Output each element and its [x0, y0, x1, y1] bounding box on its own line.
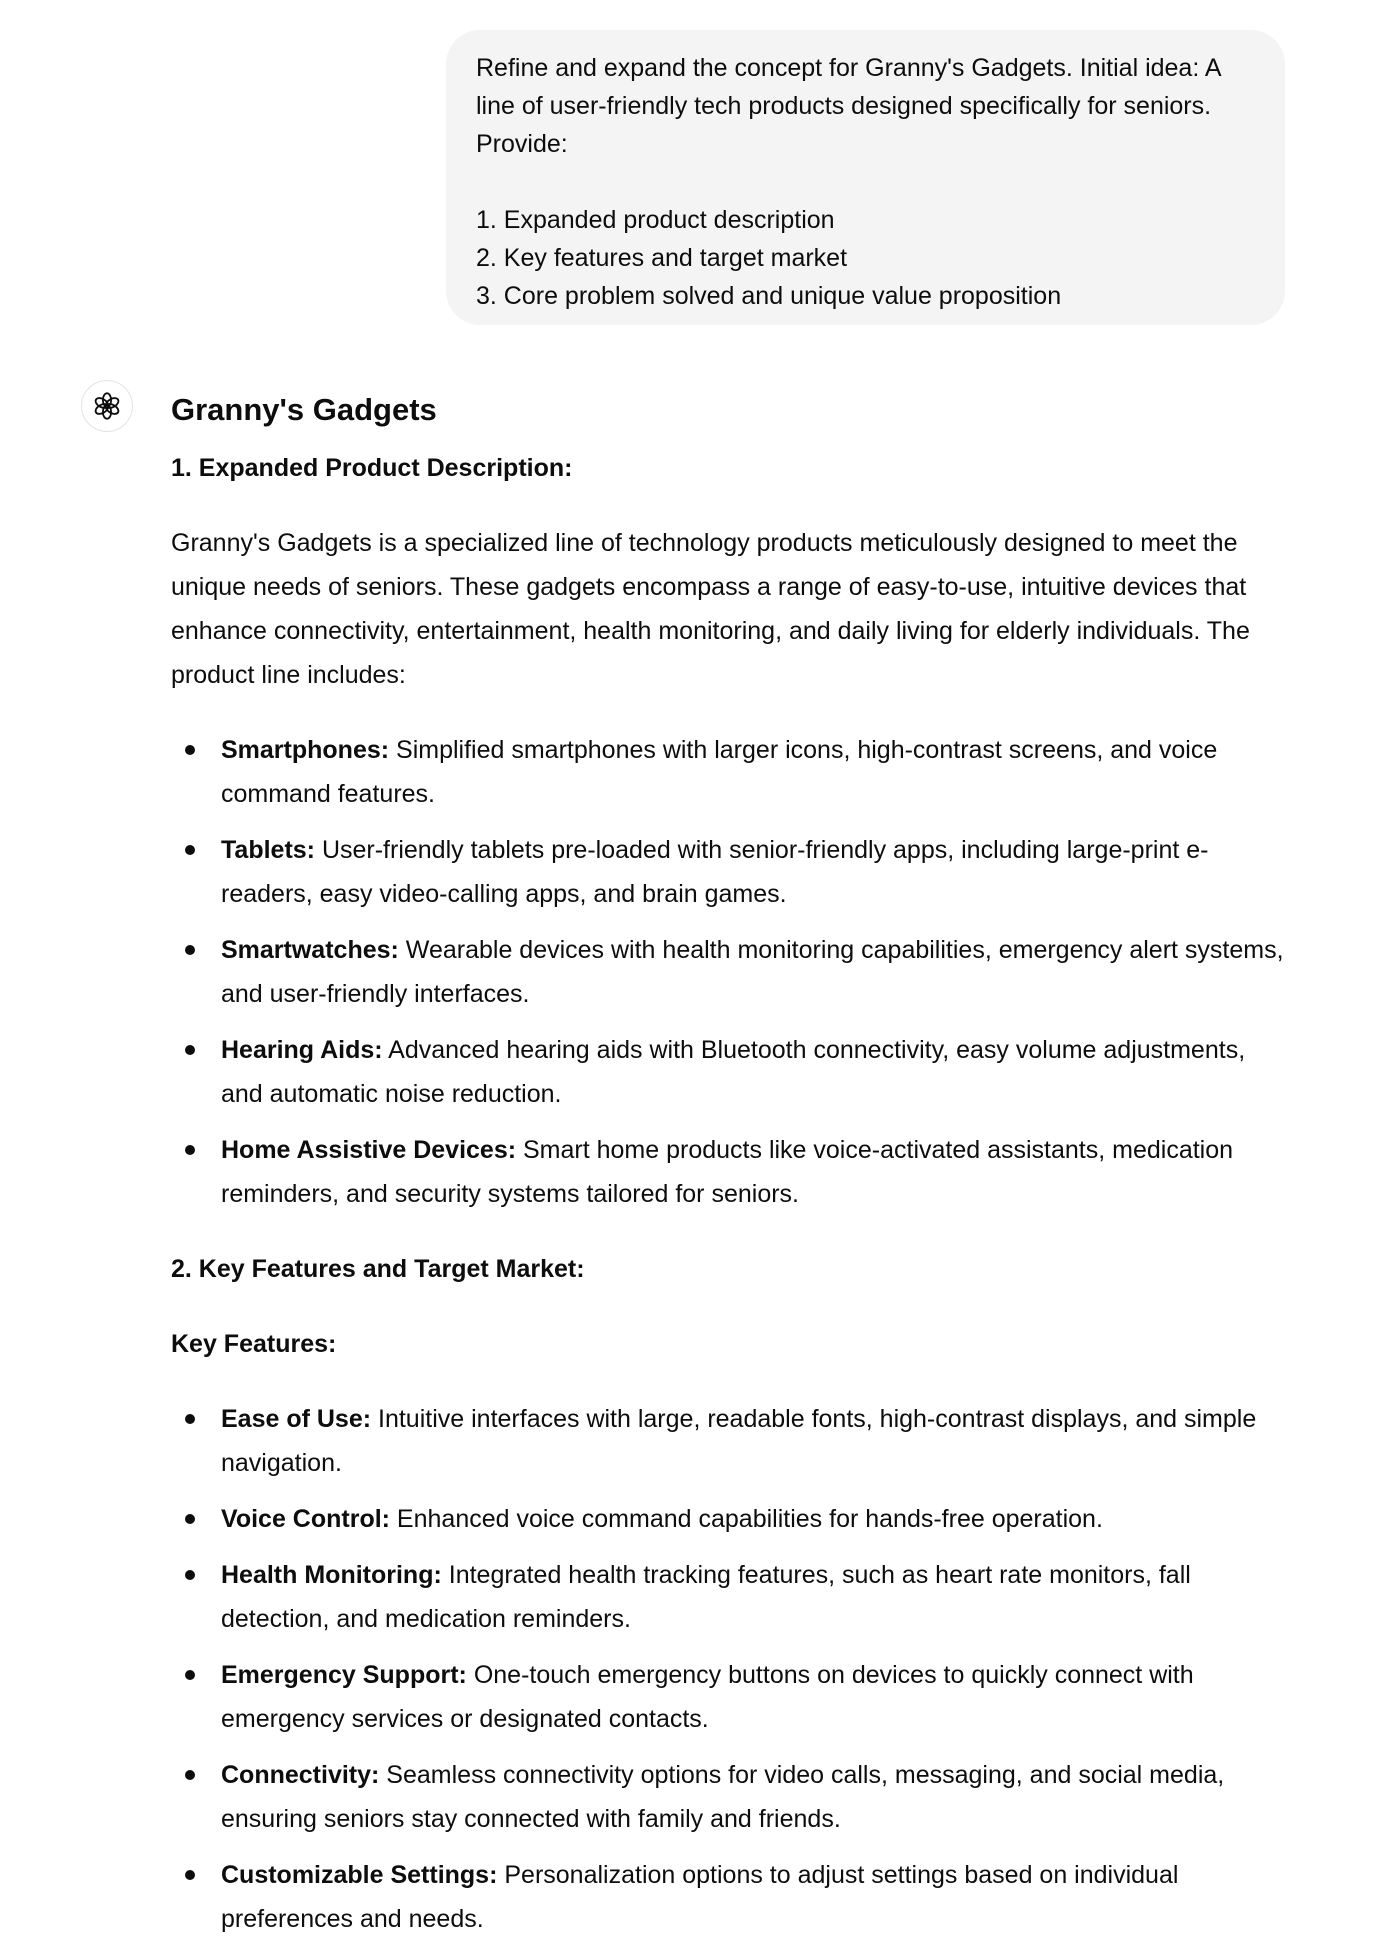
list-item: [171, 1128, 1289, 1216]
assistant-avatar: [81, 380, 133, 432]
product-list: [171, 728, 1289, 1216]
user-message-spacer: [476, 163, 1255, 201]
feature-list: [171, 1397, 1289, 1941]
item-text: User-friendly tablets pre-loaded with senior-friendly apps, including large-print e-readers, easy video-calling apps, and brain games.: [221, 836, 1209, 908]
item-term: Ease of Use:: [221, 1405, 372, 1433]
bullet-icon: [185, 1870, 195, 1880]
item-term: Connectivity:: [221, 1761, 380, 1789]
user-message-bubble: [446, 30, 1285, 325]
item-text: Seamless connectivity options for video calls, messaging, and social media, ensuring seniors stay connected with family and friends.: [221, 1761, 1225, 1833]
list-item: [171, 1853, 1289, 1941]
list-item: [171, 1753, 1289, 1841]
item-term: Health Monitoring:: [221, 1561, 442, 1589]
item-term: Smartwatches:: [221, 936, 399, 964]
bullet-icon: [185, 745, 195, 755]
item-term: Home Assistive Devices:: [221, 1136, 517, 1164]
bullet-icon: [185, 1514, 195, 1524]
list-item: [171, 728, 1289, 816]
section-subheading: Key Features:: [171, 1330, 337, 1358]
bullet-icon: [185, 845, 195, 855]
item-text: Integrated health tracking features, such as heart rate monitors, fall detection, and medication reminders.: [221, 1561, 1191, 1633]
list-item: [171, 928, 1289, 1016]
section-paragraph: Granny's Gadgets is a specialized line of technology products meticulously designed to meet the unique needs of seniors. These gadgets encompass a range of easy-to-use, intuitive devices that enhance connectivity, entertainment, health monitoring, and daily living for elderly individuals. The product line includes:: [171, 529, 1250, 689]
response-title: Granny's Gadgets: [171, 392, 437, 427]
list-item: [171, 1497, 1289, 1541]
bullet-icon: [185, 1414, 195, 1424]
item-text: Wearable devices with health monitoring capabilities, emergency alert systems, and user-friendly interfaces.: [221, 936, 1284, 1008]
user-message-intro: Refine and expand the concept for Granny's Gadgets. Initial idea: A line of user-friendly tech products designed specifically for seniors. Provide:: [476, 54, 1221, 158]
list-item: [171, 828, 1289, 916]
bullet-icon: [185, 945, 195, 955]
item-term: Hearing Aids:: [221, 1036, 383, 1064]
bullet-icon: [185, 1045, 195, 1055]
user-message-item: 1. Expanded product description: [476, 206, 835, 234]
user-message-item: 2. Key features and target market: [476, 244, 848, 272]
item-term: Customizable Settings:: [221, 1861, 498, 1889]
item-term: Tablets:: [221, 836, 315, 864]
user-message-item: 3. Core problem solved and unique value proposition: [476, 282, 1062, 310]
section-heading: 2. Key Features and Target Market:: [171, 1255, 585, 1283]
assistant-message: [171, 388, 1289, 1953]
item-text: One-touch emergency buttons on devices to quickly connect with emergency services or designated contacts.: [221, 1661, 1194, 1733]
item-text: Advanced hearing aids with Bluetooth connectivity, easy volume adjustments, and automatic noise reduction.: [221, 1036, 1246, 1108]
item-text: Personalization options to adjust settings based on individual preferences and needs.: [221, 1861, 1179, 1933]
list-item: [171, 1028, 1289, 1116]
item-term: Emergency Support:: [221, 1661, 467, 1689]
bullet-icon: [185, 1670, 195, 1680]
item-text: Smart home products like voice-activated assistants, medication reminders, and security systems tailored for seniors.: [221, 1136, 1234, 1208]
item-term: Voice Control:: [221, 1505, 390, 1533]
list-item: [171, 1653, 1289, 1741]
list-item: [171, 1397, 1289, 1485]
bullet-icon: [185, 1570, 195, 1580]
item-text: Simplified smartphones with larger icons, high-contrast screens, and voice command features.: [221, 736, 1218, 808]
item-text: Enhanced voice command capabilities for hands-free operation.: [389, 1505, 1103, 1533]
item-text: Intuitive interfaces with large, readable fonts, high-contrast displays, and simple navigation.: [221, 1405, 1257, 1477]
bullet-icon: [185, 1770, 195, 1780]
bullet-icon: [185, 1145, 195, 1155]
list-item: [171, 1553, 1289, 1641]
item-term: Smartphones:: [221, 736, 390, 764]
openai-logo-icon: [92, 391, 122, 421]
section-heading: 1. Expanded Product Description:: [171, 454, 573, 482]
